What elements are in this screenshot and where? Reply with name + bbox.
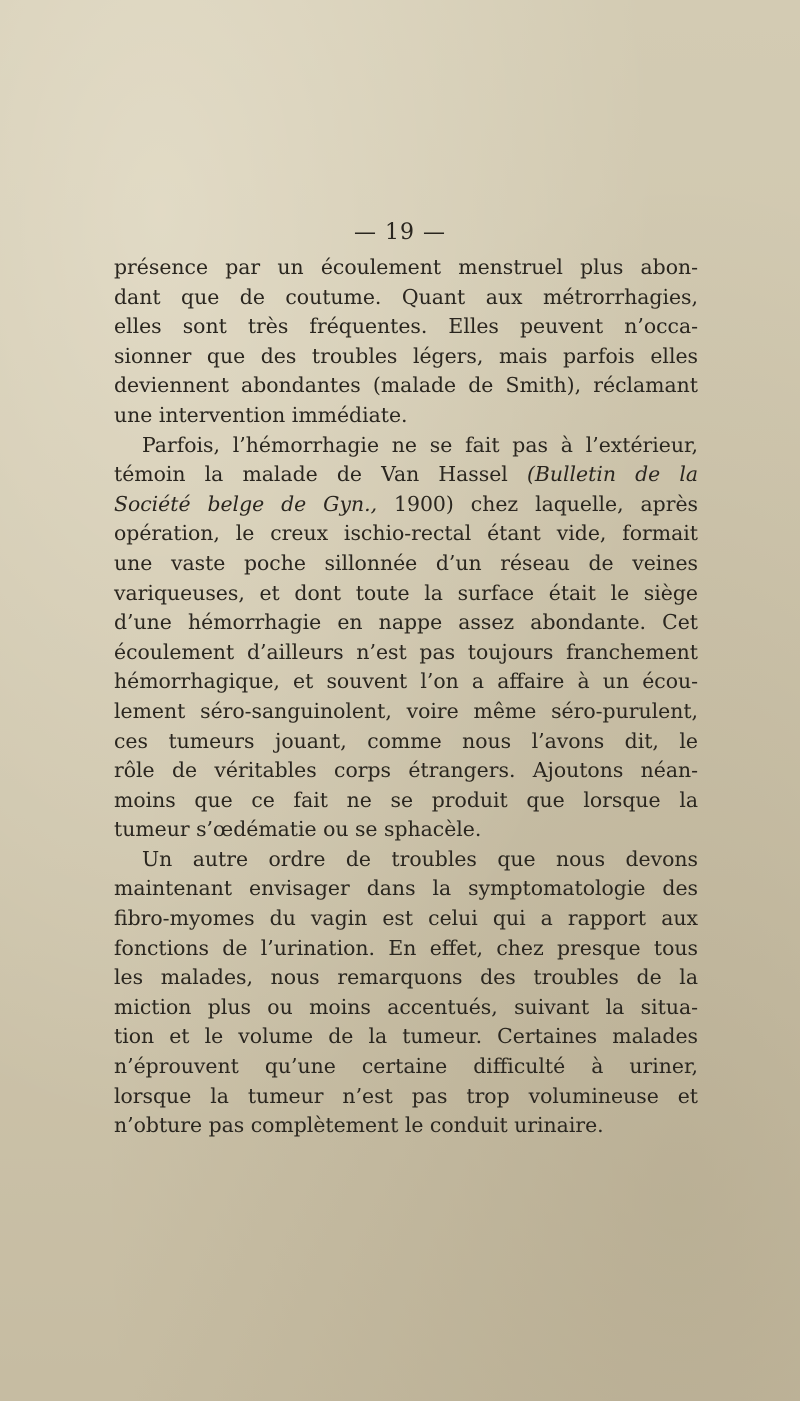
text-line: fibro-myomes du vagin est celui qui a rapport aux bbox=[114, 906, 698, 931]
citation-italic: (Bulletin de la bbox=[526, 462, 699, 487]
text-line: tion et le volume de la tumeur. Certaines malades bbox=[114, 1024, 698, 1049]
text-fragment: témoin la malade de Van Hassel bbox=[114, 462, 508, 487]
text-line: elles sont très fréquentes. Elles peuvent n’occa- bbox=[114, 314, 698, 339]
text-line: rôle de véritables corps étrangers. Ajoutons néan- bbox=[114, 758, 698, 783]
text-line: une intervention immédiate. bbox=[114, 402, 408, 427]
text-line: écoulement d’ailleurs n’est pas toujours franchement bbox=[114, 639, 698, 664]
text-line: n’éprouvent qu’une certaine difficulté à uriner, bbox=[114, 1054, 698, 1079]
text-line-with-citation bbox=[114, 460, 698, 490]
text-line: fonctions de l’urination. En effet, chez presque tous bbox=[114, 935, 698, 960]
text-line-with-citation bbox=[114, 490, 698, 520]
page-number: — 19 — bbox=[354, 220, 446, 245]
text-line: les malades, nous remarquons des troubles de la bbox=[114, 965, 698, 990]
text-line: moins que ce fait ne se produit que lorsque la bbox=[114, 787, 698, 812]
text-line: lement séro-sanguinolent, voire même séro-purulent, bbox=[114, 698, 698, 723]
text-line: une vaste poche sillonnée d’un réseau de veines bbox=[114, 550, 698, 575]
citation-italic: Société belge de Gyn., bbox=[114, 491, 378, 516]
text-line: n’obture pas complètement le conduit urinaire. bbox=[114, 1113, 604, 1138]
text-line: tumeur s’œdématie ou se sphacèle. bbox=[114, 817, 482, 842]
text-line: sionner que des troubles légers, mais parfois elles bbox=[114, 343, 698, 368]
text-line: hémorrhagique, et souvent l’on a affaire à un écou- bbox=[114, 669, 698, 694]
text-line: Un autre ordre de troubles que nous devons bbox=[142, 846, 698, 871]
text-line: ces tumeurs jouant, comme nous l’avons dit, le bbox=[114, 728, 698, 753]
text-line: présence par un écoulement menstruel plus abon- bbox=[114, 255, 698, 279]
text-line: miction plus ou moins accentués, suivant la situa- bbox=[114, 994, 698, 1019]
body-text bbox=[114, 253, 698, 1141]
text-fragment: 1900) chez laquelle, après bbox=[394, 491, 699, 516]
text-line: d’une hémorrhagie en nappe assez abondante. Cet bbox=[114, 610, 698, 635]
text-line: dant que de coutume. Quant aux métrorrhagies, bbox=[114, 284, 698, 309]
text-line: Parfois, l’hémorrhagie ne se fait pas à l’extérieur, bbox=[142, 432, 698, 457]
text-line: opération, le creux ischio-rectal étant vide, formait bbox=[114, 521, 698, 546]
text-line: lorsque la tumeur n’est pas trop volumineuse et bbox=[114, 1083, 698, 1108]
text-line: deviennent abondantes (malade de Smith), réclamant bbox=[114, 373, 698, 398]
text-line: variqueuses, et dont toute la surface était le siège bbox=[114, 580, 698, 605]
text-line: maintenant envisager dans la symptomatologie des bbox=[114, 876, 698, 901]
